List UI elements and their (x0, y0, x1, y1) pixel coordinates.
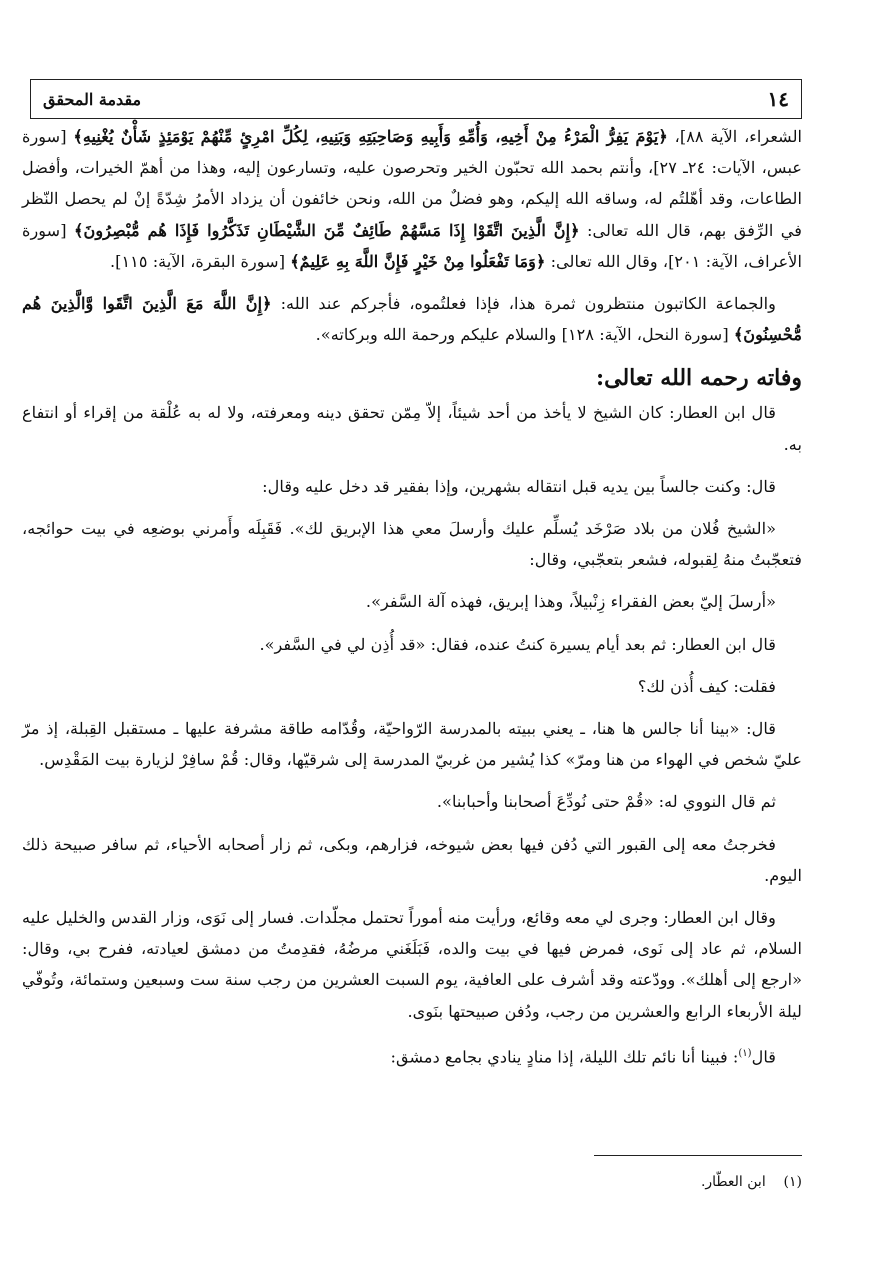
page-number: ١٤ (767, 87, 789, 111)
footnote-reference: (١) (738, 1047, 752, 1059)
text-run: [سورة الأعراف، الآية: ٢٠١]، وقال الله تعالى: (22, 220, 802, 271)
paragraph (22, 397, 802, 459)
running-title: مقدمة المحقق (43, 89, 142, 109)
paragraph (22, 513, 802, 575)
text-run: [سورة عبس، الآيات: ٢٤ـ ٢٧]، وأنتم بحمد الله تحبّون الخير وتحرصون عليه، وتسارعون إليه، وهذا من أهمّ الخيرات، وأفضل الطاعات، وقد أهّلتُم له، وساقه الله إليكم، وهو فضلٌ من الله، ونحن خائفون أن يزداد الأمرُ شِدّةً إنْ لم يحصل النّظر في الرِّفق بهم، قال الله تعالى: (22, 127, 803, 240)
paragraph (22, 471, 802, 502)
text-run: «أرسلَ إليّ بعض الفقراء زِنْبيلاً، وهذا إبريق، فهذه آلة السَّفر». (365, 592, 776, 612)
footnote-text: ابن العطّار. (700, 1174, 766, 1190)
paragraph (22, 586, 802, 617)
text-run: [سورة البقرة، الآية: ١١٥]. (109, 251, 291, 271)
paragraph (22, 1038, 802, 1073)
footnote (22, 1170, 802, 1194)
paragraph (22, 671, 802, 702)
text-run: [سورة النحل، الآية: ١٢٨] والسلام عليكم ورحمة الله وبركاته». (315, 325, 734, 345)
paragraph (22, 902, 802, 1027)
quran-quote: ﴿وَمَا تَفْعَلُوا مِنْ خَيْرٍ فَإِنَّ اللَّهَ بِهِ عَلِيمٌ﴾ (290, 251, 546, 271)
quran-quote: ﴿يَوْمَ يَفِرُّ الْمَرْءُ مِنْ أَخِيهِ، وَأُمِّهِ وَأَبِيهِ وَصَاحِبَتِهِ وَبَنِيهِ، لِكُلِّ امْرِئٍ مِّنْهُمْ يَوْمَئِذٍ شَأْنٌ يُغْنِيهِ﴾ (73, 127, 668, 146)
paragraph (22, 629, 802, 660)
footnote-marker: (١) (783, 1174, 802, 1190)
text-run: قال: «بينا أنا جالس ها هنا، ـ يعني ببيته بالمدرسة الرّواحيّة، وقُدّامه طاقة مشرفة عليها ـ مستقبل القِبلة، إذ مرّ عليّ شخص في الهواء من هنا ومرّ» كذا يُشير من غربيّ المدرسة إلى شرقيّها، وقال: قُمْ سافِرْ لزيارة بيت المَقْدِس. (22, 719, 802, 770)
text-run: والجماعة الكاتبون منتظرون ثمرة هذا، فإذا فعلتُموه، فأجركم عند الله: (271, 294, 776, 314)
text-run: فقلت: كيف أُذن لك؟ (637, 676, 776, 696)
text-run: قال ابن العطار: كان الشيخ لا يأخذ من أحد شيئاً، إلاّ مِمّن تحقق دينه ومعرفته، ولا له به عُلْقة من إقراء أو انتفاع به. (22, 403, 802, 454)
paragraph (22, 713, 802, 775)
text-run: قال: وكنت جالساً بين يديه قبل انتقاله بشهرين، وإذا بفقير قد دخل عليه وقال: (262, 476, 776, 496)
text-run: قال (751, 1047, 776, 1067)
paragraph (22, 786, 802, 817)
running-header (30, 79, 802, 119)
text-run: الشعراء، الآية ٨٨]، (667, 127, 803, 146)
quran-quote: ﴿إِنَّ الَّذِينَ اتَّقَوْا إِذَا مَسَّهُمْ طَائِفٌ مِّنَ الشَّيْطَانِ تَذَكَّرُوا فَإِذَا هُم مُّبْصِرُونَ﴾ (73, 220, 580, 240)
text-run: قال ابن العطار: ثم بعد أيام يسيرة كنتُ عنده، فقال: «قد أُذِن لي في السَّفر». (259, 634, 776, 654)
text-run: : فبينا أنا نائم تلك الليلة، إذا منادٍ ينادي بجامع دمشق: (390, 1047, 739, 1067)
quran-quote: وفاته رحمه الله تعالى: (596, 365, 802, 392)
section-heading (22, 361, 802, 395)
paragraph (22, 288, 802, 350)
text-run: فخرجتُ معه إلى القبور التي دُفن فيها بعض شيوخه، فزارهم، وبكى، ثم زار أصحابه الأحياء، ثم سافر صبيحة ذلك اليوم. (22, 834, 802, 885)
main-text (22, 121, 802, 1083)
text-run: وقال ابن العطار: وجرى لي معه وقائع، ورأيت منه أموراً تحتمل مجلّدات. فسار إلى نَوَى، وزار القدس والخليل عليه السلام، ثم عاد إلى نَوى، فمرض فيها في بيت والده، فَبَلَغَني مرضُهُ، فقدِمتُ من دمشق لعيادته، ففرح بي، وقال: «ارجع إلى أهلك». وودّعته وقد أشرف على العافية، يوم السبت العشرين من رجب سنة ست وسبعين وستمائة، وتُوفّي ليلة الأربعاء الرابع والعشرين من رجب، ودُفن صبيحتها بنَوى. (22, 908, 802, 1021)
footnote-separator (594, 1155, 802, 1156)
text-run: ثم قال النووي له: «قُمْ حتى نُودِّعَ أصحابنا وأحبابنا». (436, 792, 776, 812)
paragraph (22, 829, 802, 891)
text-run: «الشيخ فُلان من بلاد صَرْخَد يُسلِّم عليك وأرسلَ معي هذا الإبريق لك». فَقَبِلَه وأَمرني بوضعِه في بيت حوائجه، فتعجّبتُ منهُ لِقبوله، فشعر بتعجّبي، وقال: (22, 519, 802, 570)
quran-quote: ﴿إِنَّ اللَّهَ مَعَ الَّذِينَ اتَّقَوا وَّالَّذِينَ هُم مُّحْسِنُونَ﴾ (22, 294, 802, 345)
paragraph (22, 121, 802, 277)
